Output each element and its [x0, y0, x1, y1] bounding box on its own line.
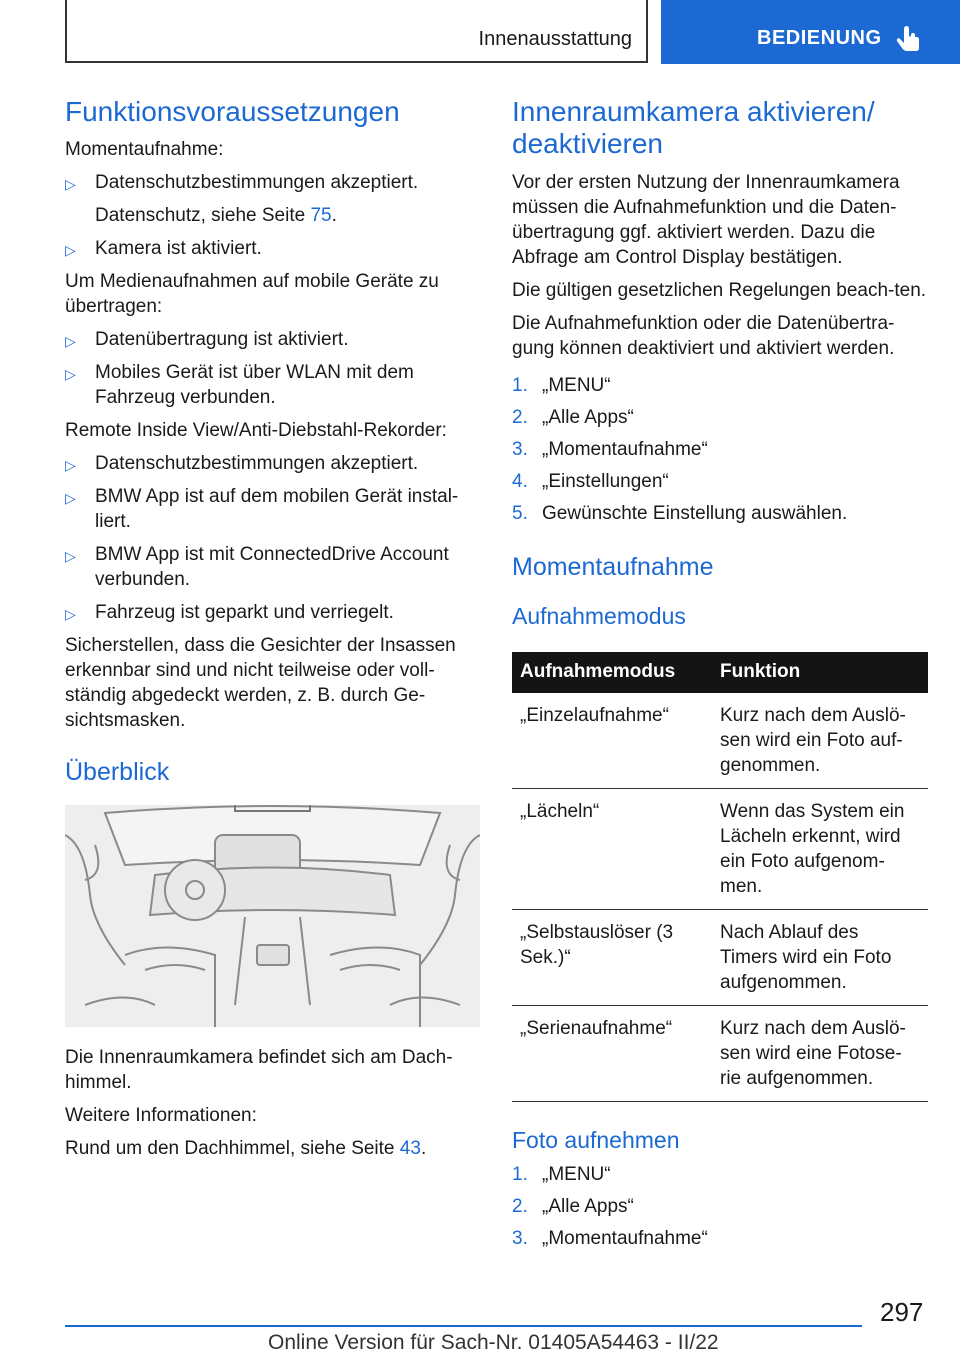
more-info-label: Weitere Informationen:	[65, 1105, 257, 1126]
page-link-75[interactable]: 75	[310, 205, 332, 226]
roof-reference: Rund um den Dachhimmel, siehe Seite 43.	[65, 1138, 427, 1159]
list-item: 3. „Momentaufnahme“	[512, 439, 708, 460]
table-row	[512, 910, 928, 1006]
page-number: 297	[880, 1297, 924, 1327]
left-column	[65, 96, 480, 1161]
footer-divider	[65, 1325, 862, 1327]
triangle-bullet-icon: ▷	[65, 490, 76, 506]
media-requirements-list	[65, 327, 480, 410]
moment-requirements-list-2	[65, 236, 480, 261]
legal-notice-text: Die gültigen gesetzlichen Regelungen beach-ten.	[512, 280, 927, 301]
toggle-function-text: Die Aufnahmefunktion oder die Datenübertra-gung können deaktiviert und aktiviert werden.	[512, 313, 895, 359]
interior-camera-illustration	[65, 805, 480, 1027]
table-row	[512, 693, 928, 789]
list-item: 1. „MENU“	[512, 1164, 611, 1185]
triangle-bullet-icon: ▷	[65, 333, 76, 349]
list-item: ▷ Mobiles Gerät ist über WLAN mit dem Fahrzeug verbunden.	[65, 362, 414, 408]
table-header-function: Funktion	[712, 652, 928, 693]
header-section-title: Innenausstattung	[478, 28, 632, 50]
recording-modes-table	[512, 652, 928, 1102]
table-cell-mode: „Serienaufnahme“	[512, 1006, 712, 1102]
triangle-bullet-icon: ▷	[65, 366, 76, 382]
camera-location-text: Die Innenraumkamera befindet sich am Dach-himmel.	[65, 1047, 453, 1093]
media-transfer-label: Um Medienaufnahmen auf mobile Geräte zu übertragen:	[65, 271, 439, 317]
list-item: 2. „Alle Apps“	[512, 407, 634, 428]
table-header-row	[512, 652, 928, 693]
heading-momentaufnahme: Momentaufnahme	[512, 553, 714, 581]
header-chapter-label: BEDIENUNG	[757, 27, 882, 49]
table-header-mode: Aufnahmemodus	[512, 652, 712, 693]
triangle-bullet-icon: ▷	[65, 176, 76, 192]
table-cell-mode: „Lächeln“	[512, 789, 712, 910]
header-chapter-tab[interactable]	[661, 0, 960, 64]
activate-intro-text: Vor der ersten Nutzung der Innenraumkamera müssen die Aufnahmefunktion und die Daten-übertragung ggf. aktiviert werden. Dazu die Abfrage am Control Display bestätigen.	[512, 172, 900, 268]
triangle-bullet-icon: ▷	[65, 242, 76, 258]
list-item: ▷ Datenschutzbestimmungen akzeptiert.	[65, 170, 480, 195]
heading-ueberblick: Überblick	[65, 758, 170, 786]
heading-activate-camera: Innenraumkamera aktivieren/ deaktivieren	[512, 96, 875, 159]
table-cell-function: Wenn das System ein Lächeln erkennt, wird ein Foto aufgenom-men.	[712, 789, 928, 910]
activate-steps-list	[512, 373, 928, 526]
table-row	[512, 1006, 928, 1102]
table-row	[512, 789, 928, 910]
table-cell-function: Kurz nach dem Auslö-sen wird eine Fotose-rie aufgenommen.	[712, 1006, 928, 1102]
right-column	[512, 96, 928, 1251]
heading-foto-aufnehmen: Foto aufnehmen	[512, 1127, 680, 1153]
list-item: 4. „Einstellungen“	[512, 471, 669, 492]
header-section-box	[65, 0, 648, 63]
list-item: 2. „Alle Apps“	[512, 1196, 634, 1217]
hand-pointer-icon	[895, 24, 921, 57]
ensure-faces-visible-text: Sicherstellen, dass die Gesichter der Insassen erkennbar sind und nicht teilweise oder voll-ständig abgedeckt werden, z. B. durch Ge-sichtsmasken.	[65, 635, 456, 731]
photo-steps-list	[512, 1162, 928, 1251]
list-item: 3. „Momentaufnahme“	[512, 1228, 708, 1249]
list-item: 5. Gewünschte Einstellung auswählen.	[512, 503, 848, 524]
list-item: ▷ Datenübertragung ist aktiviert.	[65, 327, 480, 352]
remote-inside-view-label: Remote Inside View/Anti-Diebstahl-Rekorder:	[65, 420, 447, 441]
triangle-bullet-icon: ▷	[65, 548, 76, 564]
heading-funktionsvoraussetzungen: Funktionsvoraussetzungen	[65, 96, 400, 127]
list-item: ▷ BMW App ist mit ConnectedDrive Account verbunden.	[65, 544, 449, 590]
table-cell-function: Nach Ablauf des Timers wird ein Foto aufgenommen.	[712, 910, 928, 1006]
moment-requirements-list	[65, 170, 480, 195]
footer-online-version: Online Version für Sach-Nr. 01405A54463 - II/22	[268, 1331, 719, 1354]
datenschutz-reference: Datenschutz, siehe Seite 75.	[95, 205, 337, 226]
table-cell-mode: „Einzelaufnahme“	[512, 693, 712, 789]
page-link-43[interactable]: 43	[399, 1138, 421, 1159]
triangle-bullet-icon: ▷	[65, 457, 76, 473]
remote-requirements-list	[65, 451, 480, 625]
list-item: ▷ BMW App ist auf dem mobilen Gerät instal-liert.	[65, 486, 459, 532]
list-item: 1. „MENU“	[512, 375, 611, 396]
table-cell-mode: „Selbstauslöser (3 Sek.)“	[512, 910, 712, 1006]
table-cell-function: Kurz nach dem Auslö-sen wird ein Foto auf-genommen.	[712, 693, 928, 789]
list-item: ▷ Datenschutzbestimmungen akzeptiert.	[65, 451, 480, 476]
moment-requirements-label: Momentaufnahme:	[65, 139, 224, 160]
list-item: ▷ Fahrzeug ist geparkt und verriegelt.	[65, 600, 480, 625]
heading-aufnahmemodus: Aufnahmemodus	[512, 603, 686, 629]
list-item: ▷ Kamera ist aktiviert.	[65, 236, 480, 261]
triangle-bullet-icon: ▷	[65, 606, 76, 622]
